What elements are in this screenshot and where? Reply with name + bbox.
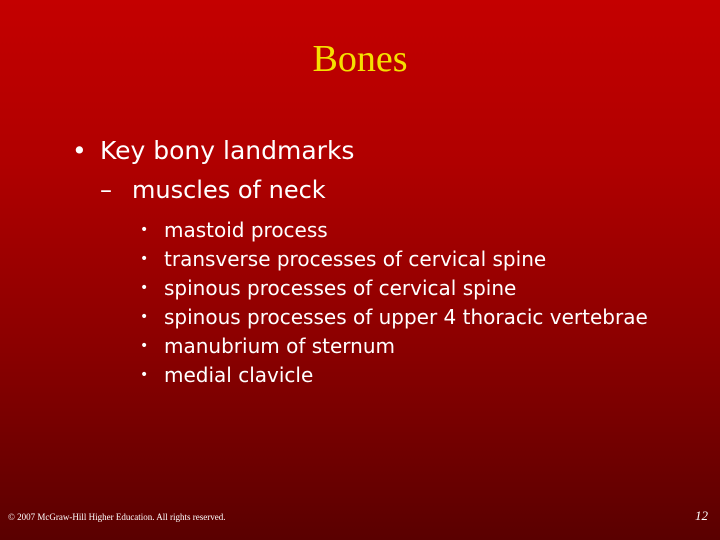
list-item xyxy=(140,274,700,303)
bullet-dot-icon: • xyxy=(140,338,149,354)
copyright-footer: © 2007 McGraw-Hill Higher Education. All rights reserved. xyxy=(8,512,226,522)
list-item xyxy=(140,245,700,274)
bullet-level1-text: Key bony landmarks xyxy=(100,136,355,165)
page-number: 12 xyxy=(695,508,708,523)
list-item xyxy=(140,216,700,245)
list-item-text: medial clavicle xyxy=(164,363,314,387)
bullet-dot-icon: • xyxy=(140,280,149,296)
bullet-dot-icon: • xyxy=(140,222,149,238)
bullet-dot-icon: • xyxy=(140,251,149,267)
list-item xyxy=(140,332,700,361)
slide-title: Bones xyxy=(312,38,408,80)
list-item-text: manubrium of sternum xyxy=(164,334,395,358)
bullet-dash-icon: – xyxy=(100,176,112,204)
list-item-text: transverse processes of cervical spine xyxy=(164,247,547,271)
bullet-dot-icon: • xyxy=(72,136,87,165)
bullet-level3-list xyxy=(140,216,700,390)
list-item-text: mastoid process xyxy=(164,218,328,242)
bullet-level2-text: muscles of neck xyxy=(132,176,326,204)
list-item xyxy=(140,361,700,390)
bullet-dot-icon: • xyxy=(140,309,149,325)
bullet-dot-icon: • xyxy=(140,367,149,383)
list-item-text: spinous processes of upper 4 thoracic vertebrae xyxy=(164,305,648,329)
list-item xyxy=(140,303,700,332)
list-item-text: spinous processes of cervical spine xyxy=(164,276,517,300)
